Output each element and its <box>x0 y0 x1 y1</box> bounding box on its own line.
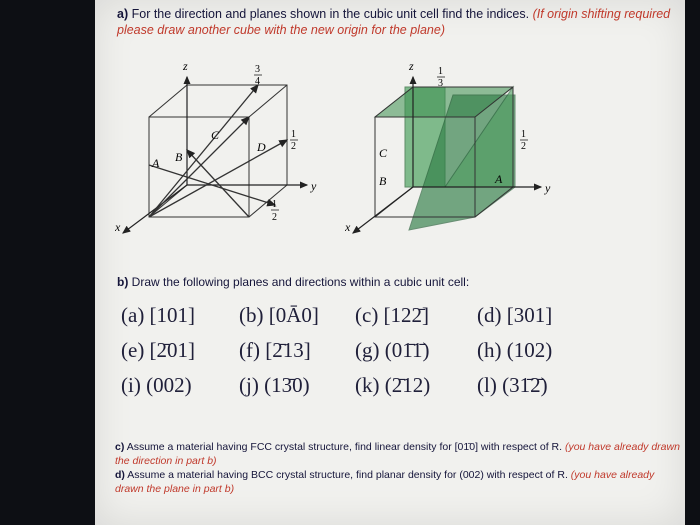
part-a-question <box>117 6 677 38</box>
left-x-label: x <box>115 220 121 234</box>
left-label-c: C <box>211 128 220 142</box>
part-d-note: (you have already drawn the plane in part b) <box>115 469 655 495</box>
left-frac3-den: 2 <box>272 212 277 223</box>
part-c-question <box>115 440 680 468</box>
left-frac1-den: 4 <box>255 76 260 87</box>
worksheet-page <box>95 0 685 525</box>
left-label-a: A <box>152 156 160 170</box>
part-b-question <box>117 275 469 289</box>
index-item: (h) (102) <box>477 338 553 362</box>
left-label-d: D <box>257 140 266 154</box>
part-c-note: (you have already drawn the direction in part b) <box>115 441 680 467</box>
part-b-text: Draw the following planes and directions within a cubic unit cell: <box>131 275 470 289</box>
left-z-label: z <box>183 59 188 73</box>
left-y-label: y <box>311 179 317 193</box>
index-item: (f) [2̄13] <box>239 338 311 362</box>
part-a-note: (If origin shifting required please draw another cube with the new origin for the plane) <box>117 7 671 37</box>
index-item: (b) [0Ā0] <box>239 303 319 327</box>
part-b-label: b) <box>117 275 129 289</box>
index-item: (c) [122̄] <box>355 303 430 327</box>
part-a-text: For the direction and planes shown in the cubic unit cell find the indices. <box>131 7 530 21</box>
cube-figure-right <box>345 55 585 240</box>
cube-figure-left <box>115 55 355 240</box>
indices-row <box>121 333 595 368</box>
left-frac1-num: 3 <box>255 64 260 75</box>
index-item: (g) (01̄1̄) <box>355 338 430 362</box>
right-label-c: C <box>379 146 388 160</box>
right-label-a: A <box>495 172 503 186</box>
index-item: (e) [2̄01] <box>121 338 196 362</box>
left-frac2-den: 2 <box>291 141 296 152</box>
index-item: (d) [301] <box>477 303 553 327</box>
index-item: (j) (13̄0) <box>239 373 310 397</box>
left-frac3-num: 1 <box>272 199 277 210</box>
index-item: (l) (31̄2̄) <box>477 373 548 397</box>
left-label-b: B <box>175 150 183 164</box>
part-d-text: Assume a material having BCC crystal structure, find planar density for (002) with respect of R. <box>127 469 568 481</box>
right-y-label: y <box>545 181 551 195</box>
index-item: (a) [101] <box>121 303 196 327</box>
right-frac1-den: 3 <box>438 78 443 89</box>
right-z-label: z <box>409 59 414 73</box>
indices-row <box>121 298 595 333</box>
right-x-label: x <box>345 220 351 234</box>
indices-grid <box>121 298 595 403</box>
part-d-question <box>115 468 680 496</box>
part-c-text: Assume a material having FCC crystal structure, find linear density for [01̄0] with respect of R. <box>126 441 563 453</box>
parts-c-d <box>115 440 680 496</box>
part-d-label: d) <box>115 469 125 481</box>
right-label-b: B <box>379 174 387 188</box>
part-a-label: a) <box>117 7 129 21</box>
right-frac1-num: 1 <box>438 66 443 77</box>
part-c-label: c) <box>115 441 125 453</box>
right-frac2-den: 2 <box>521 141 526 152</box>
right-frac2-num: 1 <box>521 129 526 140</box>
index-item: (k) (2̄12) <box>355 373 431 397</box>
left-frac2-num: 1 <box>291 129 296 140</box>
index-item: (i) (002) <box>121 373 192 397</box>
indices-row <box>121 368 595 403</box>
